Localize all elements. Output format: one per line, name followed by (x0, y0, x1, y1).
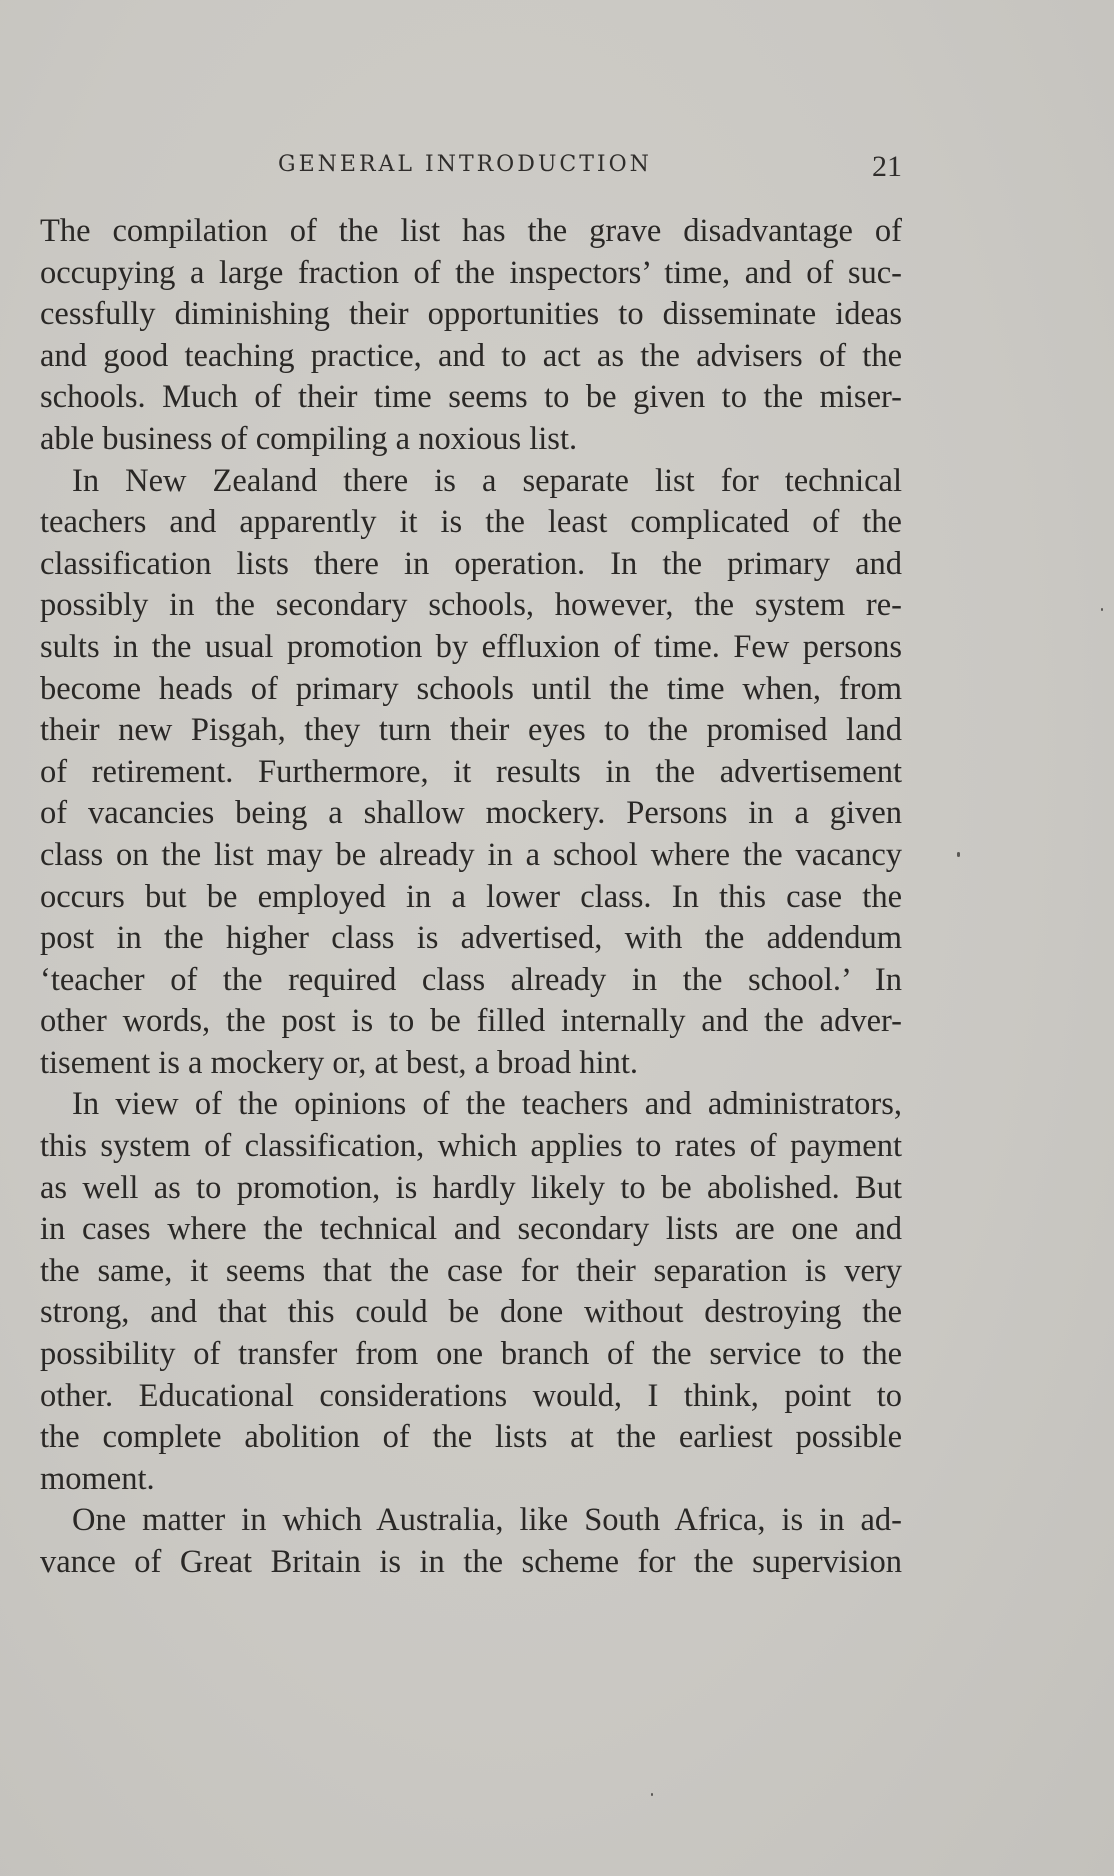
text-line: One matter in which Australia, like South Africa, is in ad- (72, 1502, 902, 1539)
text-line: post in the higher class is advertised, with the addendum (40, 920, 902, 957)
text-line: the complete abolition of the lists at the earliest possible (40, 1419, 902, 1456)
page-header (40, 150, 902, 184)
paper-speck (957, 852, 960, 857)
text-line: possibly in the secondary schools, however, the system re- (40, 587, 902, 624)
text-line: the same, it seems that the case for their separation is very (40, 1252, 902, 1289)
text-line: classification lists there in operation. In the primary and (40, 545, 902, 582)
text-line: occupying a large fraction of the inspectors’ time, and of suc- (40, 254, 902, 291)
text-line: possibility of transfer from one branch of the service to the (40, 1336, 902, 1373)
body-text (40, 211, 902, 1584)
text-line: of retirement. Furthermore, it results in the advertisement (40, 753, 902, 790)
text-line: tisement is a mockery or, at best, a broad hint. (40, 1044, 638, 1081)
text-line: of vacancies being a shallow mockery. Persons in a given (40, 795, 902, 832)
paper-speck (651, 1793, 653, 1796)
text-line: class on the list may be already in a school where the vacancy (40, 836, 902, 873)
text-line: able business of compiling a noxious list. (40, 420, 578, 457)
text-line: in cases where the technical and secondary lists are one and (40, 1211, 902, 1248)
text-line: and good teaching practice, and to act as the advisers of the (40, 337, 902, 374)
running-head: GENERAL INTRODUCTION (278, 152, 652, 177)
text-line: other. Educational considerations would, I think, point to (40, 1377, 902, 1414)
text-line: become heads of primary schools until the time when, from (40, 670, 902, 707)
text-line: occurs but be employed in a lower class. In this case the (40, 878, 902, 915)
text-line: their new Pisgah, they turn their eyes to the promised land (40, 712, 902, 749)
text-line: vance of Great Britain is in the scheme for the supervision (40, 1544, 902, 1580)
text-line: strong, and that this could be done without destroying the (40, 1294, 902, 1331)
text-line: sults in the usual promotion by effluxion of time. Few persons (40, 628, 902, 665)
text-line: In view of the opinions of the teachers and administrators, (72, 1086, 902, 1123)
page-number: 21 (872, 150, 902, 183)
text-line: this system of classification, which applies to rates of payment (40, 1128, 902, 1165)
text-line: other words, the post is to be filled internally and the adver- (40, 1003, 902, 1040)
text-line: as well as to promotion, is hardly likely to be abolished. But (40, 1169, 902, 1206)
text-line: teachers and apparently it is the least complicated of the (40, 504, 902, 541)
text-line: cessfully diminishing their opportunities to disseminate ideas (40, 296, 902, 333)
text-line: In New Zealand there is a separate list for technical (72, 462, 902, 499)
paper-speck (1101, 608, 1103, 611)
text-line: schools. Much of their time seems to be given to the miser- (40, 379, 902, 416)
text-line: moment. (40, 1460, 155, 1497)
text-line: The compilation of the list has the grave disadvantage of (40, 213, 902, 249)
text-line: ‘teacher of the required class already in the school.’ In (40, 961, 902, 998)
